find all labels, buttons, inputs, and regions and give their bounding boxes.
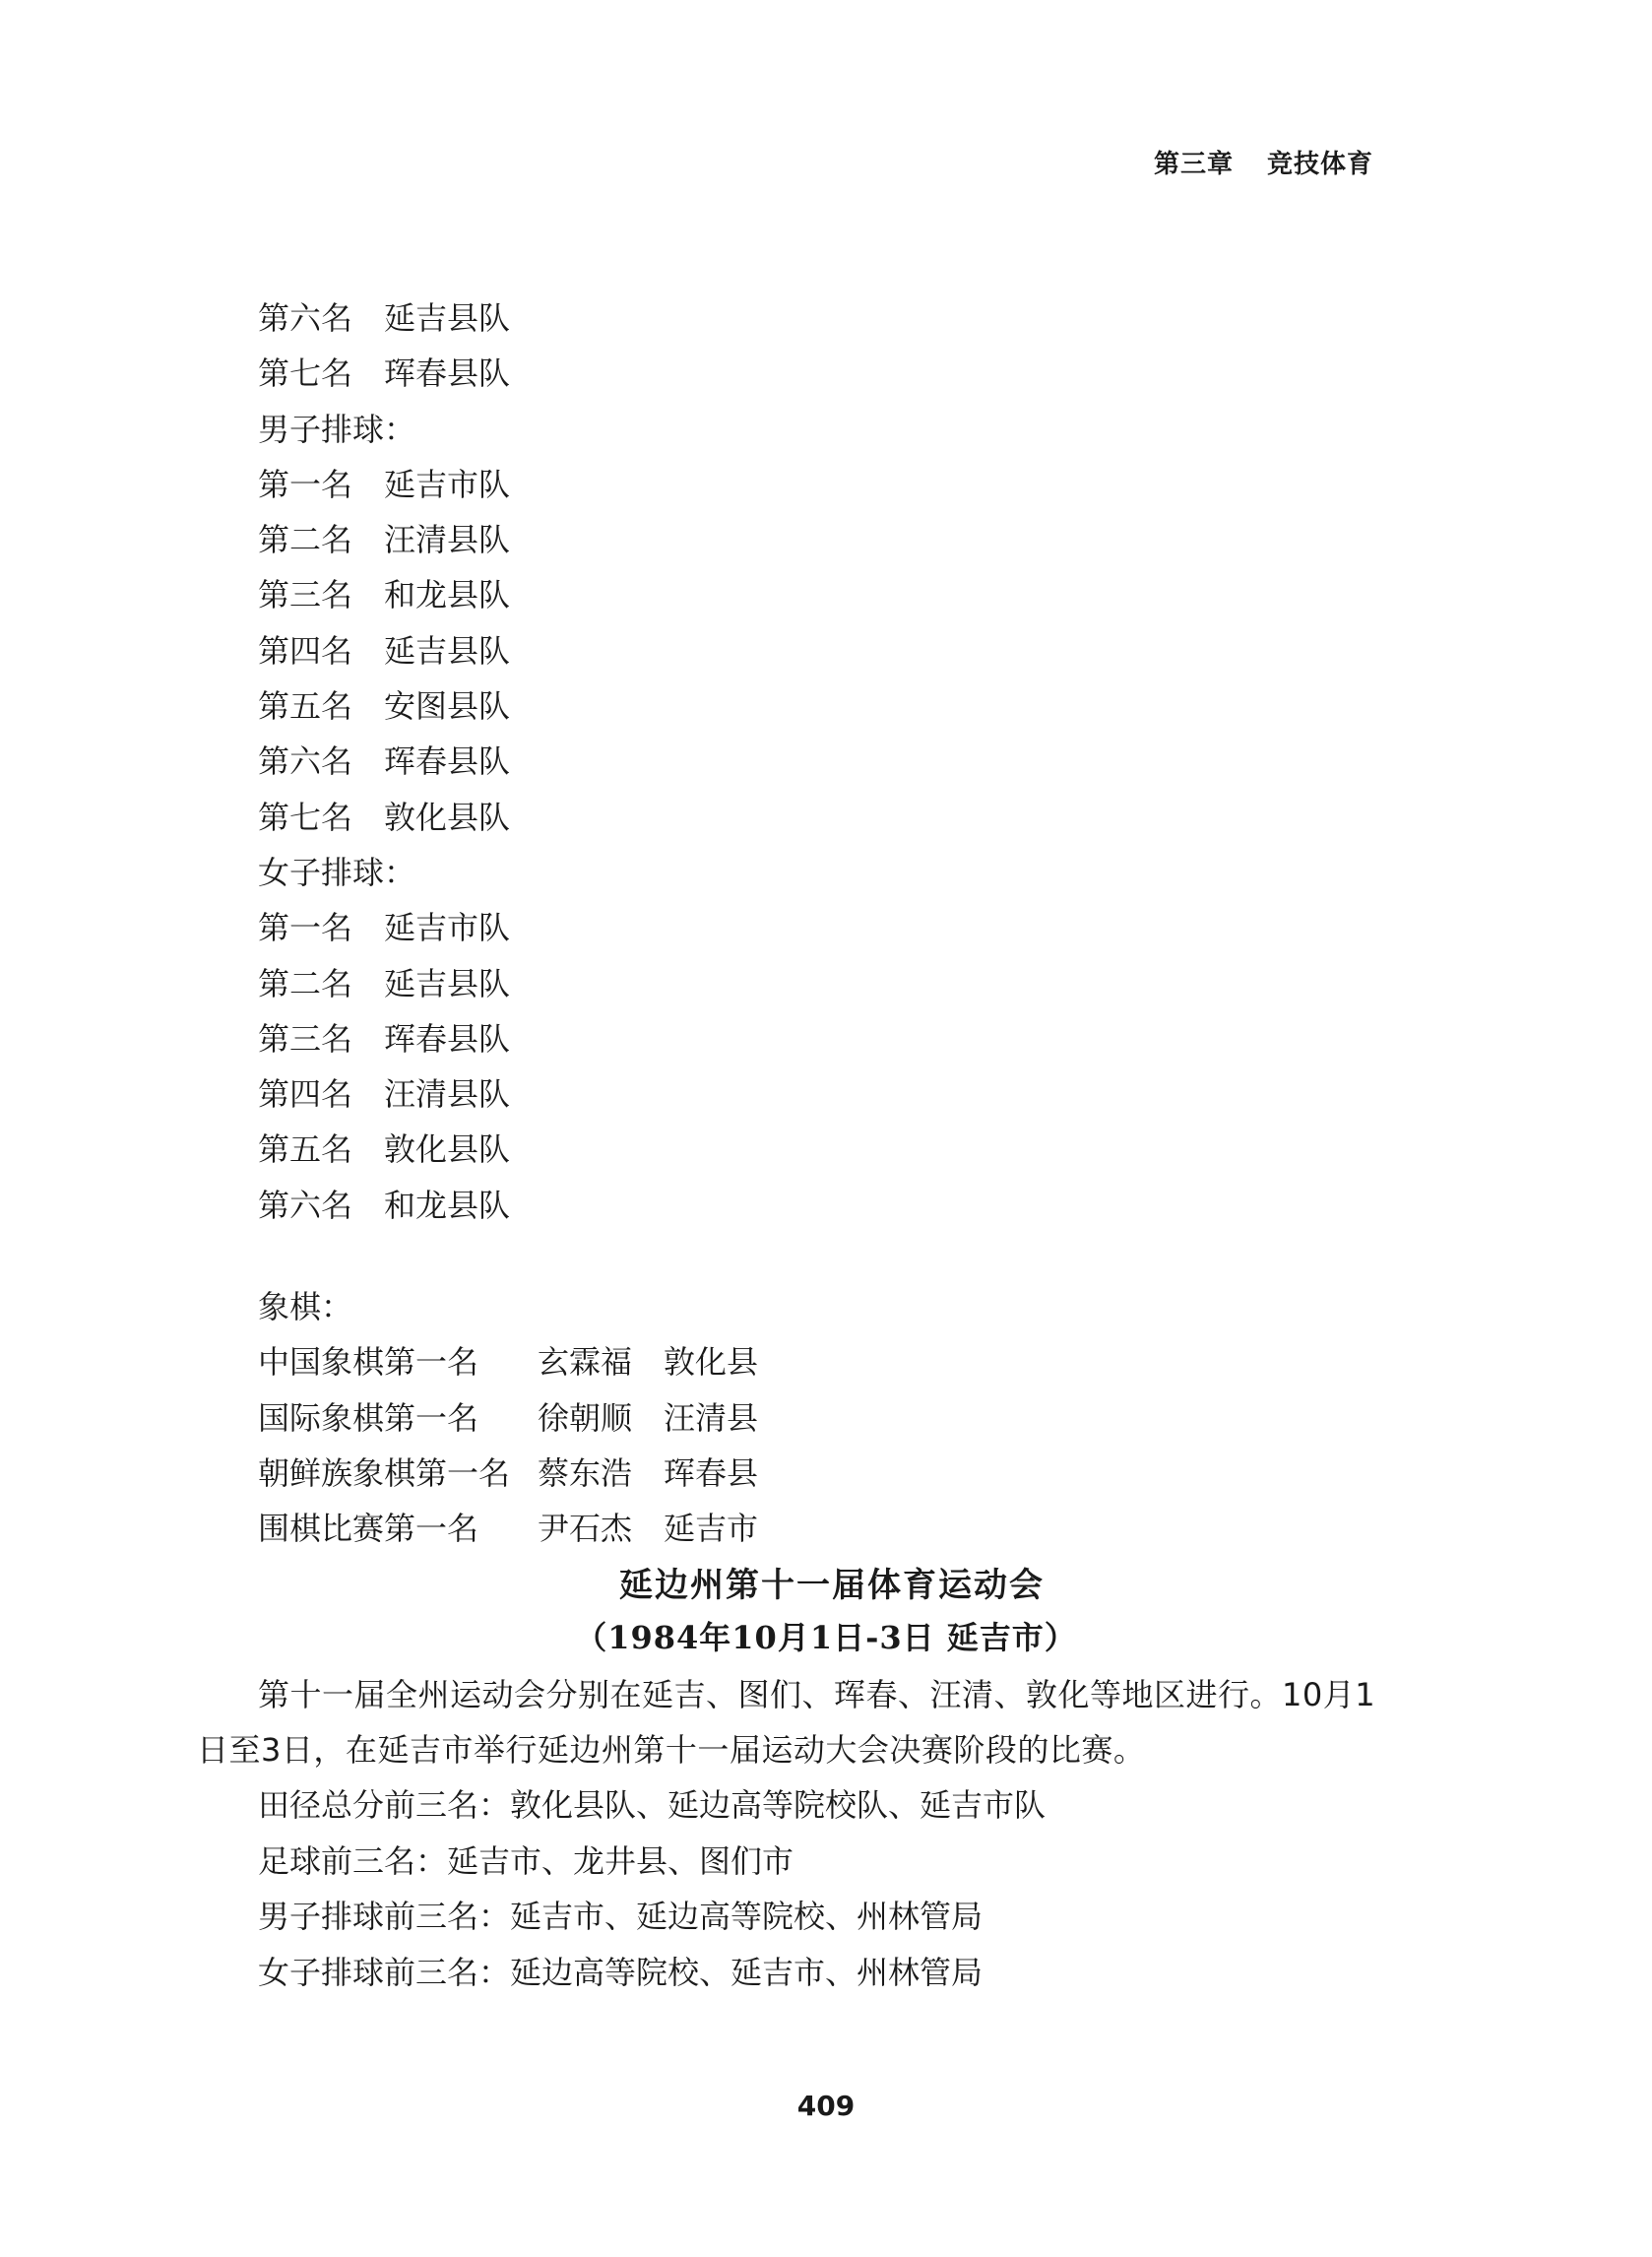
page-number: 409 (796, 2090, 856, 2122)
section-subtitle: （1984年10月1日-3日 延吉市） (575, 1619, 1077, 1656)
chess-result-row (258, 1501, 758, 1556)
event-name: 国际象棋第一名 (258, 1398, 479, 1437)
team-name: 敦化县队 (384, 798, 511, 836)
event-name: 围棋比赛第一名 (258, 1510, 479, 1548)
chess-result-row (258, 1390, 758, 1446)
chess-result-row (258, 1334, 758, 1389)
result-line: 足球前三名：延吉市、龙井县、图们市 (258, 1841, 794, 1880)
team-name: 珲春县队 (384, 1019, 511, 1058)
player-name: 尹石杰 (538, 1510, 633, 1548)
event-name: 中国象棋第一名 (258, 1343, 479, 1382)
result-line: 田径总分前三名：敦化县队、延边高等院校队、延吉市队 (258, 1786, 1047, 1824)
team-name: 珲春县队 (384, 742, 511, 781)
team-name: 敦化县队 (384, 1130, 511, 1169)
list-item (258, 900, 510, 955)
list-item (258, 346, 510, 401)
list-item (258, 956, 510, 1011)
player-place: 珲春县 (664, 1453, 759, 1492)
running-header (1154, 144, 1373, 180)
rank-label: 第一名 (258, 465, 353, 503)
chapter-label: 第三章 (1153, 150, 1234, 179)
rank-label: 第四名 (258, 631, 353, 670)
mens-volleyball-heading: 男子排球： (258, 410, 416, 448)
rank-label: 第七名 (258, 798, 353, 836)
list-item (258, 790, 510, 845)
section-body (197, 1667, 1398, 2000)
rank-label: 第六名 (258, 299, 353, 337)
team-name: 延吉县队 (384, 964, 511, 1002)
rank-label: 第一名 (258, 909, 353, 947)
team-name: 延吉市队 (384, 909, 511, 947)
list-item (258, 567, 510, 622)
rank-label: 第五名 (258, 687, 353, 726)
list-item (258, 1122, 510, 1177)
rank-label: 第七名 (258, 355, 353, 393)
rank-label: 第六名 (258, 742, 353, 781)
team-name: 汪清县队 (384, 521, 511, 559)
team-name: 汪清县队 (384, 1075, 511, 1114)
player-place: 延吉市 (664, 1510, 759, 1548)
team-name: 和龙县队 (384, 576, 511, 614)
list-item (258, 623, 510, 678)
list-item (258, 1178, 510, 1233)
team-name: 延吉市队 (384, 465, 511, 503)
rank-label: 第六名 (258, 1186, 353, 1224)
list-item (258, 512, 510, 567)
result-line: 女子排球前三名：延边高等院校、延吉市、州林管局 (258, 1953, 984, 1991)
chess-results (258, 1279, 758, 1556)
chapter-title: 竞技体育 (1266, 150, 1373, 179)
womens-volleyball-heading: 女子排球： (258, 853, 416, 891)
rank-label: 第四名 (258, 1075, 353, 1114)
rank-label: 第二名 (258, 964, 353, 1002)
rank-label: 第三名 (258, 576, 353, 614)
rank-label: 第三名 (258, 1019, 353, 1058)
player-place: 敦化县 (664, 1343, 759, 1382)
player-place: 汪清县 (664, 1398, 759, 1437)
ranking-list (258, 290, 510, 1233)
list-item (258, 734, 510, 789)
section-paragraph: 第十一届全州运动会分别在延吉、图们、珲春、汪清、敦化等地区进行。10月1日至3日，在延吉市举行延边州第十一届运动大会决赛阶段的比赛。 (197, 1676, 1376, 1769)
team-name: 安图县队 (384, 687, 511, 726)
player-name: 徐朝顺 (538, 1398, 633, 1437)
result-line: 男子排球前三名：延吉市、延边高等院校、州林管局 (258, 1898, 984, 1935)
section-title: 延边州第十一届体育运动会 (619, 1566, 1045, 1605)
chess-heading: 象棋： (258, 1288, 353, 1325)
team-name: 珲春县队 (384, 355, 511, 393)
list-item (258, 1066, 510, 1122)
event-name: 朝鲜族象棋第一名 (258, 1453, 511, 1492)
rank-label: 第五名 (258, 1130, 353, 1169)
team-name: 和龙县队 (384, 1186, 511, 1224)
chess-result-row (258, 1446, 758, 1501)
team-name: 延吉县队 (384, 299, 511, 337)
list-item (258, 290, 510, 346)
team-name: 延吉县队 (384, 631, 511, 670)
list-item (258, 678, 510, 734)
list-item (258, 1011, 510, 1066)
list-item (258, 457, 510, 512)
rank-label: 第二名 (258, 521, 353, 559)
player-name: 玄霖福 (538, 1343, 633, 1382)
player-name: 蔡东浩 (538, 1453, 633, 1492)
